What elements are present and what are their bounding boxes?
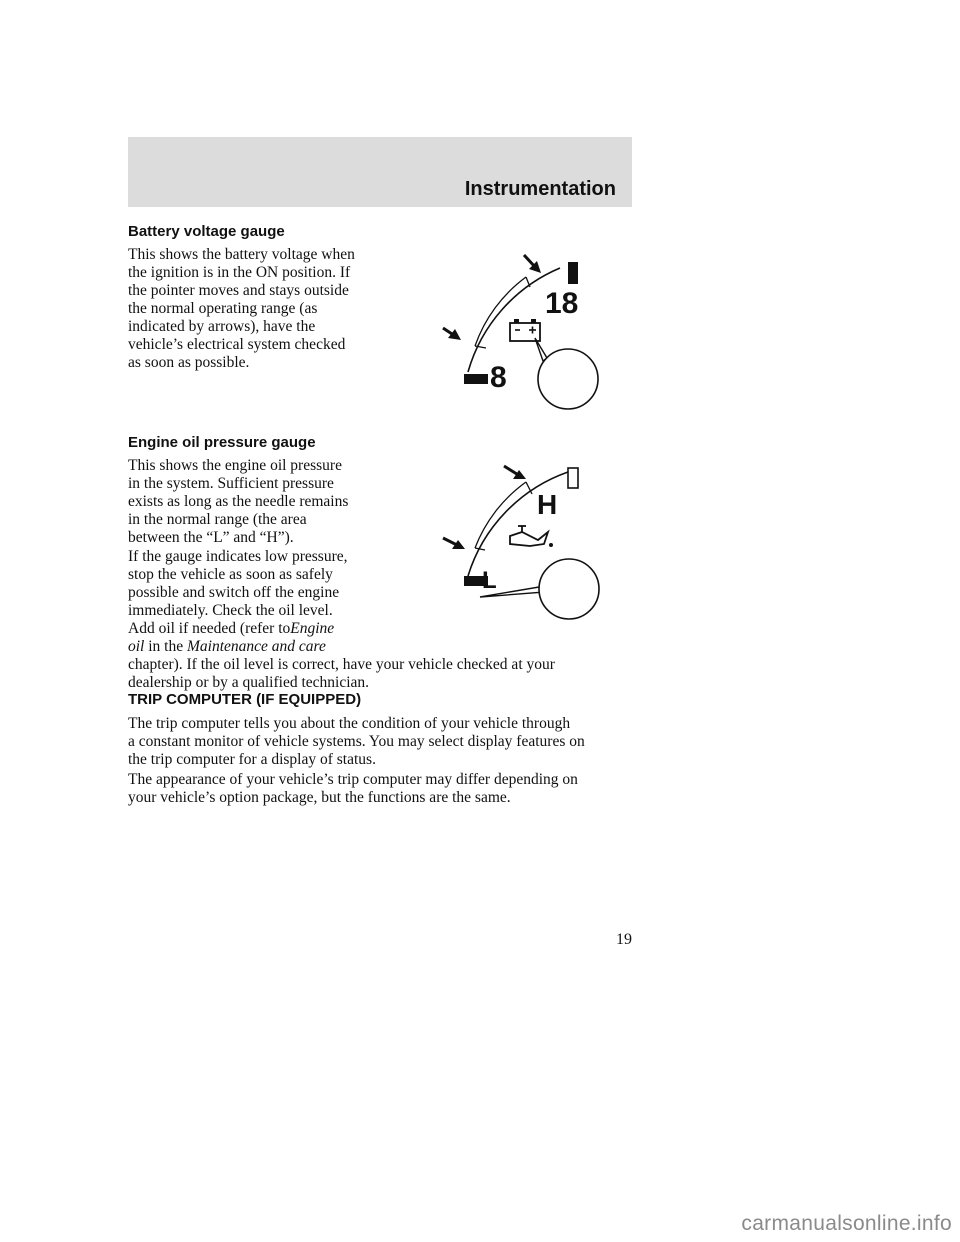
battery-gauge-heading: Battery voltage gauge: [128, 223, 285, 240]
normal-range-high-arrow-icon: [504, 466, 526, 479]
gauge-needle: [535, 338, 547, 361]
gauge-high-label: H: [537, 489, 558, 520]
normal-range-high-arrow-icon: [524, 255, 541, 273]
in-the-text: in the: [148, 638, 184, 655]
battery-voltage-gauge-illustration: [440, 250, 610, 415]
gauge-high-marker: [568, 262, 578, 284]
page-number: 19: [616, 931, 632, 948]
reference-maintenance-chapter: Maintenance and care: [187, 638, 326, 655]
trip-computer-appearance-note: The appearance of your vehicle’s trip computer may differ depending on your vehicle’s option package, but the functions are the same.: [128, 771, 578, 806]
oil-can-icon: [510, 526, 553, 547]
trip-computer-heading: TRIP COMPUTER (IF EQUIPPED): [128, 691, 362, 708]
gauge-low-label: 8: [490, 361, 507, 394]
gauge-needle-hub: [538, 349, 598, 409]
watermark-url: carmanualsonline.info: [741, 1212, 952, 1235]
oil-pressure-gauge-illustration: [440, 460, 610, 610]
battery-gauge-description: This shows the battery voltage when the ignition is in the ON position. If the pointer moves and stays outside the normal operating range (as indicated by arrows), have the vehicle’s electrical system checked as soon as possible.: [128, 246, 355, 371]
gauge-high-marker: [568, 468, 578, 488]
gauge-needle-hub: [539, 559, 599, 619]
trip-computer-description: The trip computer tells you about the condition of your vehicle through a constant monitor of vehicle systems. You may select display features on the trip computer for a display of status.: [128, 715, 585, 768]
gauge-high-label: 18: [545, 287, 579, 320]
section-header-band: [128, 137, 632, 207]
oil-gauge-heading: Engine oil pressure gauge: [128, 434, 316, 451]
reference-engine-oil-cont: oil: [128, 638, 145, 655]
gauge-low-label: L: [482, 567, 497, 594]
gauge-low-marker: [464, 374, 488, 384]
section-title: Instrumentation: [464, 178, 616, 200]
low-pressure-text-cont: chapter). If the oil level is correct, have your vehicle checked at your dealership or by a qualified technician.: [128, 656, 555, 691]
oil-gauge-description: This shows the engine oil pressure in the system. Sufficient pressure exists as long as the needle remains in the normal range (the area between the “L” and “H”).: [128, 457, 349, 546]
normal-range-low-arrow-icon: [443, 328, 461, 340]
reference-engine-oil: Engine: [290, 620, 335, 637]
low-pressure-text: If the gauge indicates low pressure, stop the vehicle as soon as safely possible and switch off the engine immediately. Check the oil level. Add oil if needed (refer to: [128, 548, 348, 637]
normal-range-low-arrow-icon: [443, 538, 465, 549]
